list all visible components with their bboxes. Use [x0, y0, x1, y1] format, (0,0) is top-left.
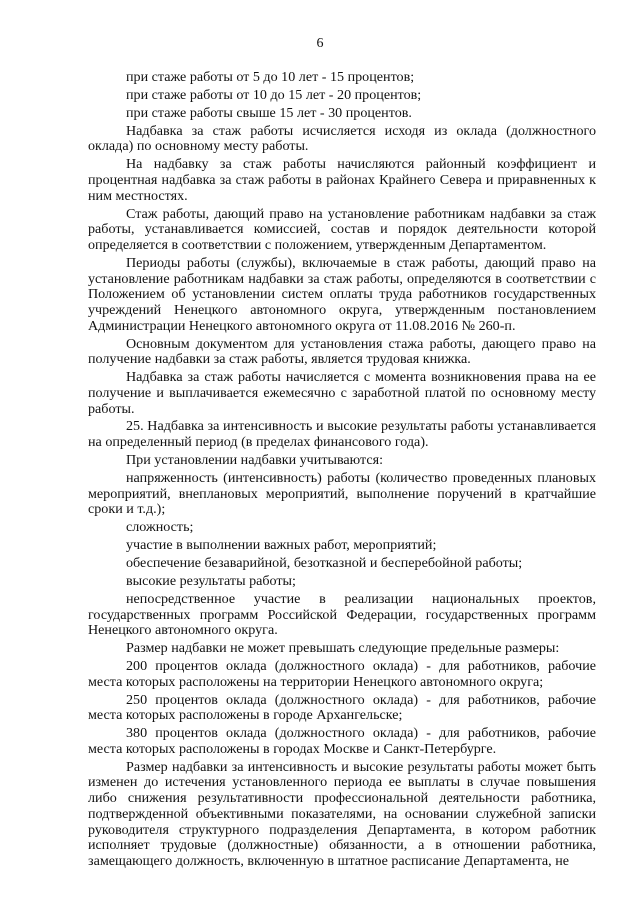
paragraph: 380 процентов оклада (должностного оклада) - для работников, рабочие места которых расположены в городах Москве и Санкт-Петербурге.: [88, 725, 596, 757]
paragraph: непосредственное участие в реализации национальных проектов, государственных программ Российской Федерации, государственных программ Ненецкого автономного округа.: [88, 590, 596, 639]
paragraph: при стаже работы от 5 до 10 лет - 15 процентов;: [126, 69, 415, 85]
paragraph: высокие результаты работы;: [126, 572, 296, 589]
paragraph: при стаже работы свыше 15 лет - 30 процентов.: [126, 104, 412, 121]
document-body: [88, 70, 596, 870]
paragraph: обеспечение безаварийной, безотказной и бесперебойной работы;: [126, 555, 523, 572]
page-number: 6: [316, 36, 324, 51]
paragraph: 200 процентов оклада (должностного оклада) - для работников, рабочие места которых расположены на территории Ненецкого автономного округа;: [88, 657, 596, 690]
paragraph: при стаже работы от 10 до 15 лет - 20 процентов;: [126, 86, 422, 103]
paragraph: 25. Надбавка за интенсивность и высокие результаты работы устанавливается на определенный период (в пределах финансового года).: [88, 418, 596, 451]
paragraph: 250 процентов оклада (должностного оклада) - для работников, рабочие места которых расположены в городе Архангельске;: [88, 691, 596, 724]
paragraph: На надбавку за стаж работы начисляются районный коэффициент и процентная надбавка за стаж работы в районах Крайнего Севера и приравненных к ним местностях.: [88, 156, 596, 204]
paragraph: Периоды работы (службы), включаемые в стаж работы, дающий право на установление работникам надбавки за стаж работы, определяются в соответствии с Положением об установлении систем оплаты труда работников государственных учреждений Ненецкого автономного округа, утвержденным постановлением Администрации Ненецкого автономного округа от 11.08.2016 № 260-п.: [88, 254, 596, 334]
paragraph: Размер надбавки за интенсивность и высокие результаты работы может быть изменен до истечения установленного периода ее выплаты в случае повышения либо снижения результативности профессиональной деятельности работника, подтвержденной объективными показателями, на основании служебной записки руководителя структурного подразделения Департамента, в котором работник исполняет трудовые (должностные) обязанности, а в отношении работника, замещающего должность, включенную в штатное расписание Департамента, не: [88, 758, 596, 869]
paragraph: сложность;: [126, 519, 194, 536]
paragraph: Стаж работы, дающий право на установление работникам надбавки за стаж работы, устанавливается комиссией, состав и порядок деятельности которой определяется в соответствии с положением, утвержденным Департаментом.: [88, 205, 596, 253]
paragraph: Надбавка за стаж работы начисляется с момента возникновения права на ее получение и выплачивается ежемесячно с заработной платой по основному месту работы.: [88, 369, 596, 417]
paragraph: Надбавка за стаж работы исчисляется исходя из оклада (должностного оклада) по основному месту работы.: [88, 122, 596, 155]
paragraph: напряженность (интенсивность) работы (количество проведенных плановых мероприятий, внеплановых мероприятий, выполнение поручений в кратчайшие сроки и т.д.);: [88, 469, 596, 518]
paragraph: Основным документом для установления стажа работы, дающего право на получение надбавки за стаж работы, является трудовая книжка.: [88, 335, 596, 368]
paragraph: участие в выполнении важных работ, мероприятий;: [126, 537, 437, 554]
paragraph: При установлении надбавки учитываются:: [126, 452, 383, 469]
paragraph: Размер надбавки не может превышать следующие предельные размеры:: [126, 640, 560, 657]
